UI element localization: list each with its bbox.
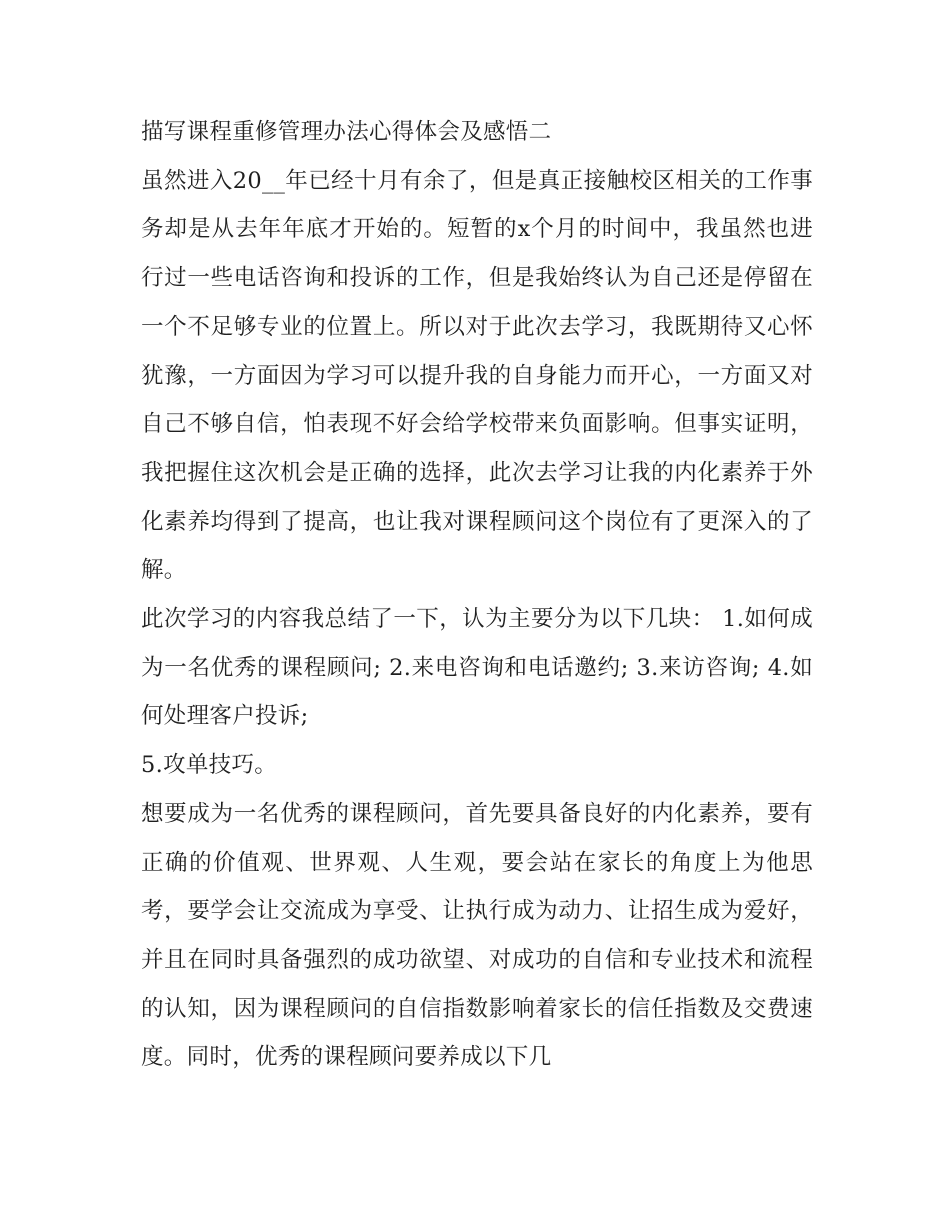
paragraph-intro: 虽然进入20__年已经十月有余了，但是真正接触校区相关的工作事务却是从去年年底才开始的。短暂的x个月的时间中，我虽然也进行过一些电话咨询和投诉的工作，但是我始终认为自己还是停留在一个不足够专业的位置上。所以对于此次去学习，我既期待又心怀犹豫，一方面因为学习可以提升我的自身能力而开心，一方面又对自己不够自信，怕表现不好会给学校带来负面影响。但事实证明，我把握住这次机会是正确的选择，此次去学习让我的内化素养于外化素养均得到了提高，也让我对课程顾问这个岗位有了更深入的了解。: [141, 167, 813, 584]
document-body: [141, 108, 813, 1082]
paragraph-excellent-consultant: 想要成为一名优秀的课程顾问，首先要具备良好的内化素养，要有正确的价值观、世界观、人生观，要会站在家长的角度上为他思考，要学会让交流成为享受、让执行成为动力、让招生成为爱好，并且在同时具备强烈的成功欲望、对成功的自信和专业技术和流程的认知，因为课程顾问的自信指数影响着家长的信任指数及交费速度。同时，优秀的课程顾问要养成以下几: [141, 800, 813, 1071]
paragraph-closing-skills: 5.攻单技巧。: [141, 752, 278, 779]
paragraph-study-contents: 此次学习的内容我总结了一下，认为主要分为以下几块： 1.如何成为一名优秀的课程顾问; 2.来电咨询和电话邀约; 3.来访咨询; 4.如何处理客户投诉;: [141, 606, 813, 730]
document-title: 描写课程重修管理办法心得体会及感悟二: [141, 119, 552, 145]
